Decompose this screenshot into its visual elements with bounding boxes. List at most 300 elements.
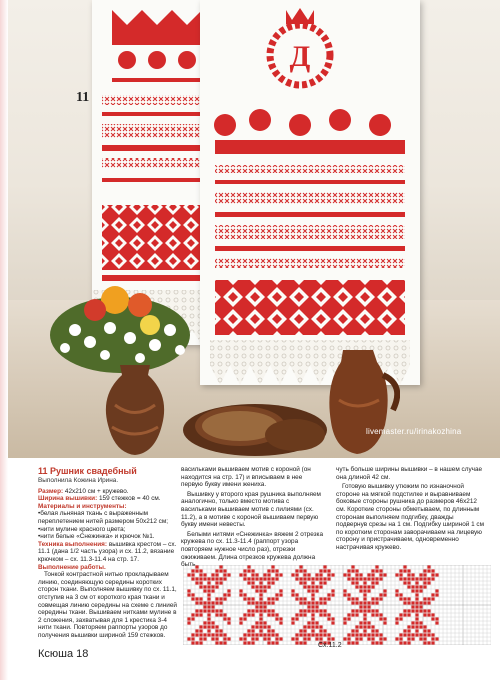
stitch-cell	[247, 629, 250, 632]
stitch-cell	[407, 573, 410, 576]
stitch-cell	[419, 589, 422, 592]
stitch-cell	[251, 597, 254, 600]
stitch-cell	[371, 609, 374, 612]
stitch-cell	[355, 629, 358, 632]
stitch-cell	[431, 577, 434, 580]
stitch-cell	[367, 601, 370, 604]
stitch-cell	[199, 637, 202, 640]
stitch-cell	[279, 617, 282, 620]
stitch-cell	[319, 573, 322, 576]
stitch-cell	[327, 613, 330, 616]
stitch-cell	[435, 621, 438, 624]
stitch-cell	[227, 621, 230, 624]
stitch-cell	[363, 617, 366, 620]
stitch-cell	[199, 641, 202, 644]
stitch-cell	[311, 609, 314, 612]
stitch-cell	[323, 629, 326, 632]
stitch-cell	[243, 641, 246, 644]
stitch-cell	[299, 601, 302, 604]
stitch-cell	[383, 573, 386, 576]
page-footer: Ксюша 18	[38, 648, 89, 660]
stitch-cell	[191, 641, 194, 644]
stitch-cell	[383, 637, 386, 640]
stitch-cell	[367, 577, 370, 580]
stitch-cell	[411, 609, 414, 612]
stitch-cell	[351, 613, 354, 616]
stitch-cell	[411, 601, 414, 604]
stitch-cell	[423, 633, 426, 636]
stitch-cell	[347, 593, 350, 596]
stitch-cell	[267, 585, 270, 588]
stitch-cell	[347, 569, 350, 572]
stitch-cell	[207, 613, 210, 616]
stitch-cell	[195, 633, 198, 636]
stitch-cell	[407, 637, 410, 640]
stitch-cell	[203, 633, 206, 636]
stitch-cell	[371, 613, 374, 616]
stitch-cell	[367, 637, 370, 640]
stitch-cell	[375, 613, 378, 616]
stitch-cell	[319, 609, 322, 612]
stitch-cell	[215, 609, 218, 612]
stitch-cell	[259, 609, 262, 612]
stitch-cell	[259, 613, 262, 616]
stitch-cell	[311, 589, 314, 592]
stitch-cell	[199, 613, 202, 616]
stitch-cell	[399, 613, 402, 616]
stitch-cell	[299, 613, 302, 616]
stitch-cell	[191, 633, 194, 636]
stitch-cell	[203, 589, 206, 592]
stitch-cell	[223, 641, 226, 644]
stitch-cell	[315, 589, 318, 592]
article-column-3	[336, 466, 486, 552]
stitch-cell	[251, 577, 254, 580]
stitch-cell	[263, 625, 266, 628]
stitch-cell	[351, 565, 354, 568]
materials-item: • нити мулине красного цвета;	[38, 526, 178, 534]
stitch-cell	[199, 629, 202, 632]
stitch-cell	[255, 633, 258, 636]
stitch-cell	[423, 597, 426, 600]
materials-item: • нити белые «Снежинка» и крючок №1.	[38, 533, 178, 541]
stitch-cell	[355, 609, 358, 612]
stitch-cell	[299, 565, 302, 568]
stitch-cell	[415, 601, 418, 604]
cross-stitch-chart	[183, 565, 491, 645]
stitch-cell	[423, 629, 426, 632]
stitch-cell	[251, 637, 254, 640]
stitch-cell	[211, 577, 214, 580]
stitch-cell	[247, 633, 250, 636]
stitch-cell	[355, 597, 358, 600]
stitch-cell	[219, 609, 222, 612]
stitch-cell	[275, 593, 278, 596]
stitch-cell	[267, 581, 270, 584]
stitch-cell	[247, 609, 250, 612]
stitch-cell	[379, 569, 382, 572]
stitch-cell	[347, 573, 350, 576]
stitch-cell	[251, 609, 254, 612]
stitch-cell	[371, 597, 374, 600]
stitch-cell	[359, 589, 362, 592]
stitch-cell	[267, 625, 270, 628]
stitch-cell	[367, 585, 370, 588]
clay-vase	[100, 365, 170, 455]
stitch-cell	[415, 589, 418, 592]
stitch-cell	[191, 593, 194, 596]
stitch-cell	[375, 581, 378, 584]
stitch-cell	[203, 577, 206, 580]
stitch-cell	[207, 625, 210, 628]
stitch-cell	[307, 621, 310, 624]
stitch-cell	[379, 637, 382, 640]
stitch-cell	[423, 613, 426, 616]
stitch-cell	[431, 593, 434, 596]
stitch-cell	[199, 609, 202, 612]
stitch-cell	[303, 613, 306, 616]
stitch-cell	[259, 625, 262, 628]
stitch-cell	[407, 601, 410, 604]
technique-line	[38, 541, 178, 564]
stitch-cell	[299, 629, 302, 632]
stitch-cell	[407, 613, 410, 616]
stitch-cell	[267, 577, 270, 580]
stitch-cell	[311, 633, 314, 636]
stitch-cell	[219, 641, 222, 644]
stitch-cell	[375, 629, 378, 632]
stitch-cell	[267, 637, 270, 640]
stitch-cell	[319, 585, 322, 588]
stitch-cell	[327, 637, 330, 640]
stitch-cell	[239, 621, 242, 624]
stitch-cell	[299, 633, 302, 636]
technique-label: Техника выполнения:	[38, 540, 108, 548]
stitch-cell	[427, 613, 430, 616]
stitch-cell	[303, 581, 306, 584]
stitch-cell	[311, 605, 314, 608]
stitch-cell	[219, 629, 222, 632]
stitch-cell	[303, 625, 306, 628]
stitch-cell	[359, 577, 362, 580]
stitch-cell	[303, 633, 306, 636]
stitch-cell	[199, 597, 202, 600]
stitch-cell	[227, 589, 230, 592]
stitch-cell	[415, 629, 418, 632]
stitch-cell	[323, 597, 326, 600]
stitch-cell	[255, 601, 258, 604]
stitch-cell	[279, 637, 282, 640]
stitch-cell	[303, 577, 306, 580]
stitch-cell	[403, 609, 406, 612]
stitch-cell	[199, 633, 202, 636]
stitch-cell	[323, 569, 326, 572]
stitch-cell	[299, 569, 302, 572]
stitch-cell	[211, 601, 214, 604]
stitch-cell	[295, 573, 298, 576]
stitch-cell	[375, 577, 378, 580]
stitch-cell	[203, 601, 206, 604]
stitch-cell	[415, 593, 418, 596]
stitch-cell	[247, 601, 250, 604]
stitch-cell	[363, 625, 366, 628]
stitch-cell	[343, 589, 346, 592]
stitch-cell	[307, 637, 310, 640]
stitch-cell	[187, 617, 190, 620]
stitch-cell	[199, 573, 202, 576]
stitch-cell	[255, 577, 258, 580]
stitch-cell	[195, 601, 198, 604]
stitch-cell	[351, 641, 354, 644]
stitch-cell	[363, 621, 366, 624]
stitch-cell	[219, 565, 222, 568]
article-title: 11 Рушник свадебный	[38, 466, 137, 476]
stitch-cell	[295, 613, 298, 616]
stitch-cell	[211, 625, 214, 628]
stitch-cell	[275, 577, 278, 580]
stitch-cell	[363, 633, 366, 636]
stitch-cell	[279, 593, 282, 596]
stitch-cell	[187, 573, 190, 576]
stitch-cell	[323, 577, 326, 580]
stitch-cell	[275, 617, 278, 620]
stitch-cell	[259, 577, 262, 580]
stitch-cell	[279, 573, 282, 576]
stitch-cell	[255, 637, 258, 640]
stitch-cell	[275, 569, 278, 572]
stitch-cell	[363, 593, 366, 596]
stitch-cell	[291, 573, 294, 576]
stitch-cell	[427, 569, 430, 572]
stitch-cell	[227, 593, 230, 596]
stitch-cell	[359, 621, 362, 624]
stitch-cell	[303, 637, 306, 640]
stitch-cell	[307, 589, 310, 592]
stitch-cell	[247, 613, 250, 616]
stitch-cell	[371, 633, 374, 636]
stitch-cell	[435, 617, 438, 620]
stitch-cell	[351, 609, 354, 612]
stitch-cell	[239, 573, 242, 576]
stitch-cell	[435, 589, 438, 592]
stitch-cell	[367, 621, 370, 624]
stitch-cell	[215, 625, 218, 628]
stitch-cell	[263, 609, 266, 612]
stitch-cell	[207, 597, 210, 600]
stitch-cell	[355, 625, 358, 628]
width-line	[38, 495, 178, 503]
stitch-cell	[215, 597, 218, 600]
stitch-cell	[207, 629, 210, 632]
stitch-cell	[215, 585, 218, 588]
stitch-cell	[315, 573, 318, 576]
stitch-cell	[319, 597, 322, 600]
stitch-cell	[215, 581, 218, 584]
stitch-cell	[203, 625, 206, 628]
stitch-cell	[275, 641, 278, 644]
stitch-cell	[363, 609, 366, 612]
stitch-cell	[199, 625, 202, 628]
stitch-cell	[367, 625, 370, 628]
stitch-cell	[415, 613, 418, 616]
stitch-cell	[199, 569, 202, 572]
stitch-cell	[355, 577, 358, 580]
stitch-cell	[327, 569, 330, 572]
stitch-cell	[383, 589, 386, 592]
stitch-cell	[375, 597, 378, 600]
stitch-cell	[307, 601, 310, 604]
stitch-cell	[423, 569, 426, 572]
stitch-cell	[351, 629, 354, 632]
work-paragraph-4: Белыми нитями «Снежинка» вяжем 2 отрезка кружева по сх. 11.3-11.4 (раппорт узора повторяем нужное число раз), отрезки ожиживаем. Длина отрезков кружева должна быть	[181, 530, 324, 569]
stitch-cell	[247, 577, 250, 580]
stitch-cell	[191, 569, 194, 572]
stitch-cell	[311, 581, 314, 584]
stitch-cell	[403, 597, 406, 600]
stitch-cell	[423, 585, 426, 588]
stitch-cell	[259, 593, 262, 596]
stitch-cell	[347, 641, 350, 644]
stitch-cell	[371, 573, 374, 576]
stitch-cell	[279, 589, 282, 592]
size-label: Размер:	[38, 487, 64, 495]
stitch-cell	[291, 617, 294, 620]
stitch-cell	[223, 597, 226, 600]
stitch-cell	[399, 577, 402, 580]
stitch-cell	[307, 573, 310, 576]
stitch-cell	[207, 585, 210, 588]
stitch-cell	[191, 577, 194, 580]
stitch-cell	[307, 585, 310, 588]
stitch-cell	[271, 601, 274, 604]
stitch-cell	[355, 637, 358, 640]
stitch-cell	[319, 577, 322, 580]
stitch-cell	[207, 605, 210, 608]
stitch-cell	[187, 637, 190, 640]
stitch-cell	[203, 609, 206, 612]
stitch-cell	[195, 613, 198, 616]
stitch-cell	[215, 637, 218, 640]
stitch-cell	[419, 637, 422, 640]
stitch-cell	[407, 633, 410, 636]
stitch-cell	[267, 597, 270, 600]
work-paragraph-3: Вышивку у второго края рушника выполняем аналогично, только вместо мотива с васильками вышиваем мотив с лилиями (сх. 11.2), а в мотиве с короной вышиваем первую букву имени невесты.	[181, 490, 321, 529]
stitch-cell	[343, 637, 346, 640]
stitch-cell	[311, 613, 314, 616]
stitch-cell	[243, 617, 246, 620]
stitch-cell	[199, 577, 202, 580]
stitch-cell	[247, 565, 250, 568]
stitch-cell	[207, 593, 210, 596]
work-header: Выполнение работы.	[38, 563, 106, 571]
stitch-cell	[227, 573, 230, 576]
stitch-cell	[239, 617, 242, 620]
stitch-cell	[363, 597, 366, 600]
stitch-cell	[363, 601, 366, 604]
stitch-cell	[415, 633, 418, 636]
stitch-cell	[251, 633, 254, 636]
stitch-cell	[215, 569, 218, 572]
stitch-cell	[419, 625, 422, 628]
stitch-cell	[327, 597, 330, 600]
size-line	[38, 488, 178, 496]
stitch-cell	[431, 633, 434, 636]
stitch-cell	[215, 633, 218, 636]
stitch-cell	[251, 629, 254, 632]
stitch-cell	[319, 581, 322, 584]
stitch-cell	[427, 601, 430, 604]
stitch-cell	[271, 597, 274, 600]
stitch-cell	[403, 613, 406, 616]
stitch-cell	[271, 613, 274, 616]
stitch-cell	[319, 613, 322, 616]
stitch-cell	[327, 593, 330, 596]
stitch-cell	[399, 637, 402, 640]
stitch-cell	[319, 633, 322, 636]
stitch-cell	[423, 573, 426, 576]
stitch-cell	[271, 577, 274, 580]
stitch-cell	[291, 593, 294, 596]
stitch-cell	[407, 629, 410, 632]
stitch-cell	[267, 609, 270, 612]
stitch-cell	[271, 581, 274, 584]
stitch-cell	[407, 609, 410, 612]
stitch-cell	[223, 577, 226, 580]
stitch-cell	[251, 573, 254, 576]
stitch-cell	[243, 593, 246, 596]
stitch-cell	[407, 625, 410, 628]
stitch-cell	[219, 613, 222, 616]
stitch-cell	[299, 581, 302, 584]
stitch-cell	[359, 573, 362, 576]
stitch-cell	[219, 633, 222, 636]
stitch-cell	[427, 629, 430, 632]
stitch-cell	[431, 569, 434, 572]
stitch-cell	[195, 609, 198, 612]
stitch-cell	[363, 589, 366, 592]
stitch-cell	[415, 597, 418, 600]
stitch-cell	[243, 569, 246, 572]
stitch-cell	[383, 593, 386, 596]
stitch-cell	[207, 633, 210, 636]
stitch-cell	[263, 577, 266, 580]
stitch-cell	[355, 641, 358, 644]
stitch-cell	[319, 601, 322, 604]
stitch-cell	[275, 573, 278, 576]
stitch-cell	[371, 569, 374, 572]
stitch-cell	[411, 573, 414, 576]
stitch-cell	[395, 637, 398, 640]
stitch-cell	[435, 637, 438, 640]
stitch-cell	[379, 633, 382, 636]
stitch-cell	[423, 577, 426, 580]
stitch-cell	[423, 609, 426, 612]
stitch-cell	[395, 593, 398, 596]
stitch-cell	[203, 637, 206, 640]
stitch-cell	[195, 597, 198, 600]
stitch-cell	[331, 637, 334, 640]
stitch-cell	[371, 629, 374, 632]
stitch-cell	[355, 585, 358, 588]
stitch-cell	[203, 585, 206, 588]
stitch-cell	[311, 597, 314, 600]
stitch-cell	[411, 577, 414, 580]
stitch-cell	[431, 573, 434, 576]
stitch-cell	[343, 593, 346, 596]
stitch-cell	[307, 605, 310, 608]
stitch-cell	[187, 589, 190, 592]
stitch-cell	[267, 573, 270, 576]
